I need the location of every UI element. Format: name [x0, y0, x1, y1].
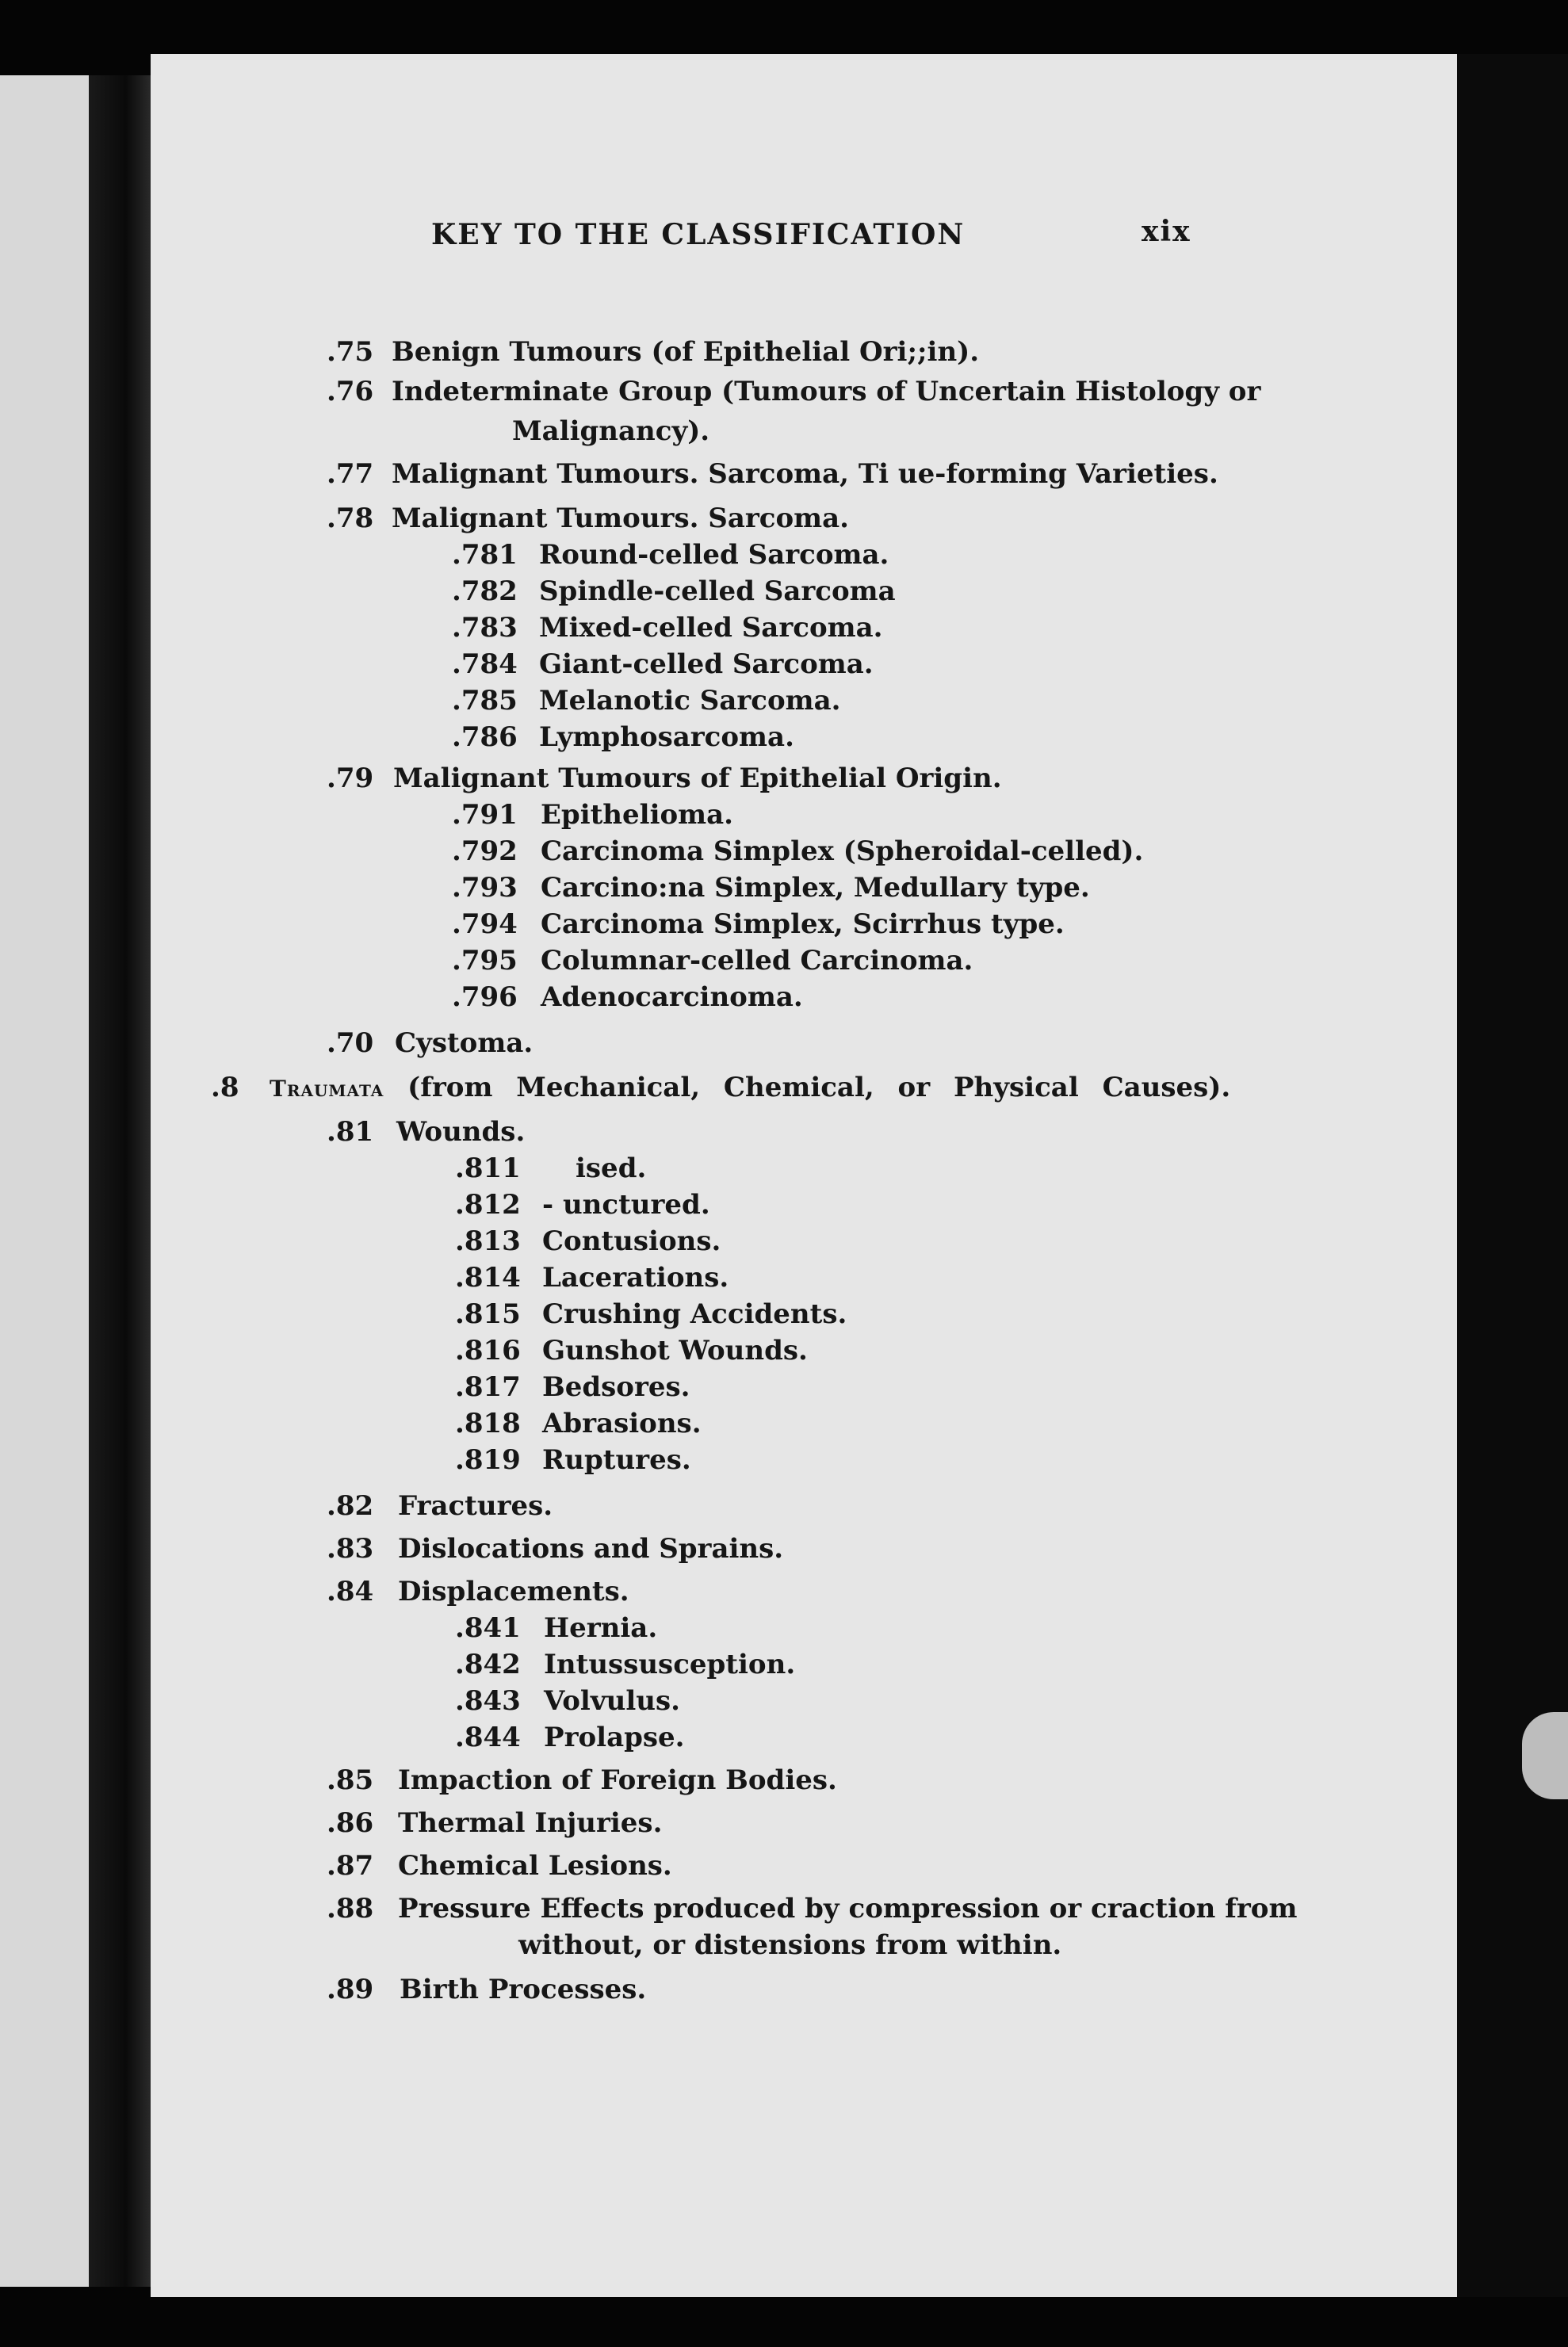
class-text: Thermal Injuries.: [398, 1807, 663, 1839]
subclass-number: .796: [452, 981, 518, 1013]
left-page: [0, 75, 89, 2287]
subclass-text: Lacerations.: [542, 1262, 729, 1294]
subclass-number: .819: [455, 1444, 521, 1476]
subclass-number: .792: [452, 835, 518, 867]
class-text-continued: without, or distensions from within.: [518, 1929, 1062, 1961]
subclass-number: .786: [452, 721, 518, 753]
class-text: Malignant Tumours. Sarcoma.: [392, 503, 850, 534]
subclass-text: Contusions.: [542, 1225, 721, 1257]
subclass-text: - unctured.: [542, 1189, 710, 1221]
subclass-text: Columnar-celled Carcinoma.: [541, 945, 973, 977]
subclass-text: Carcinoma Simplex, Scirrhus type.: [541, 908, 1065, 940]
section-heading: [270, 1072, 1230, 1105]
subclass-text: Lymphosarcoma.: [539, 721, 794, 753]
subclass-number: .784: [452, 648, 518, 680]
subclass-text: Spindle-celled Sarcoma: [539, 575, 896, 607]
subclass-text: Intussusception.: [544, 1649, 796, 1680]
subclass-number: .791: [452, 799, 518, 831]
subclass-text: Hernia.: [544, 1612, 658, 1644]
class-number: .81: [327, 1116, 374, 1148]
subclass-number: .844: [455, 1722, 521, 1753]
class-text: Benign Tumours (of Epithelial Ori;;in).: [392, 336, 980, 368]
subclass-text: Prolapse.: [544, 1722, 685, 1753]
subclass-text: Round-celled Sarcoma.: [539, 539, 889, 571]
class-text: Pressure Effects produced by compression or craction from: [398, 1893, 1298, 1925]
class-text: Wounds.: [396, 1116, 526, 1148]
class-number: .76: [327, 376, 374, 407]
class-number: .87: [327, 1850, 374, 1882]
class-text-continued: Malignancy).: [512, 415, 710, 447]
subclass-number: .813: [455, 1225, 521, 1257]
class-number: .77: [327, 458, 374, 490]
subclass-number: .811: [455, 1152, 521, 1184]
class-text: Chemical Lesions.: [398, 1850, 672, 1882]
page-title: KEY TO THE CLASSIFICATION: [431, 218, 966, 251]
subclass-text: Carcinoma Simplex (Spheroidal-celled).: [541, 835, 1144, 867]
subclass-text: Bedsores.: [542, 1371, 690, 1403]
subclass-number: .793: [452, 872, 518, 904]
class-text: Impaction of Foreign Bodies.: [398, 1764, 837, 1796]
subclass-number: .818: [455, 1408, 521, 1439]
class-text: Cystoma.: [395, 1027, 534, 1059]
subclass-number: .814: [455, 1262, 521, 1294]
class-text: Birth Processes.: [400, 1974, 647, 2005]
class-number: .89: [327, 1974, 374, 2005]
class-text: Indeterminate Group (Tumours of Uncertain Histology or: [392, 376, 1261, 407]
subclass-number: .782: [452, 575, 518, 607]
class-text: Malignant Tumours of Epithelial Origin.: [393, 763, 1002, 794]
class-text: Displacements.: [398, 1576, 629, 1607]
subclass-text: Melanotic Sarcoma.: [539, 685, 841, 717]
class-number: .84: [327, 1576, 374, 1607]
subclass-text: Crushing Accidents.: [542, 1298, 847, 1330]
class-number: .88: [327, 1893, 374, 1925]
subclass-text: Carcino:na Simplex, Medullary type.: [541, 872, 1090, 904]
subclass-number: .843: [455, 1685, 521, 1717]
subclass-number: .781: [452, 539, 518, 571]
class-number: .83: [327, 1533, 374, 1565]
subclass-number: .785: [452, 685, 518, 717]
subclass-text: Ruptures.: [542, 1444, 691, 1476]
subclass-text: ised.: [576, 1152, 647, 1184]
page-number: xix: [1142, 215, 1191, 248]
subclass-number: .815: [455, 1298, 521, 1330]
class-number: .70: [327, 1027, 374, 1059]
class-text: Fractures.: [398, 1490, 553, 1522]
subclass-number: .816: [455, 1335, 521, 1367]
subclass-text: Abrasions.: [542, 1408, 702, 1439]
class-text: Dislocations and Sprains.: [398, 1533, 784, 1565]
subclass-number: .817: [455, 1371, 521, 1403]
subclass-text: Epithelioma.: [541, 799, 734, 831]
subclass-text: Giant-celled Sarcoma.: [539, 648, 874, 680]
subclass-number: .812: [455, 1189, 521, 1221]
class-number: .78: [327, 503, 374, 534]
class-number: .75: [327, 336, 374, 368]
class-text: Malignant Tumours. Sarcoma, Ti ue-forming Varieties.: [392, 458, 1218, 490]
class-number: .86: [327, 1807, 374, 1839]
book-page: [151, 54, 1457, 2297]
class-number: .79: [327, 763, 374, 794]
thumb-shadow: [1522, 1712, 1568, 1799]
subclass-number: .842: [455, 1649, 521, 1680]
subclass-number: .795: [452, 945, 518, 977]
subclass-text: Mixed-celled Sarcoma.: [539, 612, 883, 644]
section-subtitle: (from Mechanical, Chemical, or Physical Causes).: [384, 1072, 1231, 1103]
subclass-text: Gunshot Wounds.: [542, 1335, 808, 1367]
subclass-number: .841: [455, 1612, 521, 1644]
scan-border: [1457, 54, 1568, 2297]
book-gutter: [89, 75, 151, 2287]
class-number: .85: [327, 1764, 374, 1796]
subclass-text: Adenocarcinoma.: [541, 981, 803, 1013]
class-number: .82: [327, 1490, 374, 1522]
subclass-number: .783: [452, 612, 518, 644]
section-title: Traumata: [270, 1076, 384, 1102]
subclass-text: Volvulus.: [544, 1685, 680, 1717]
subclass-number: .794: [452, 908, 518, 940]
section-number: .8: [211, 1072, 239, 1103]
